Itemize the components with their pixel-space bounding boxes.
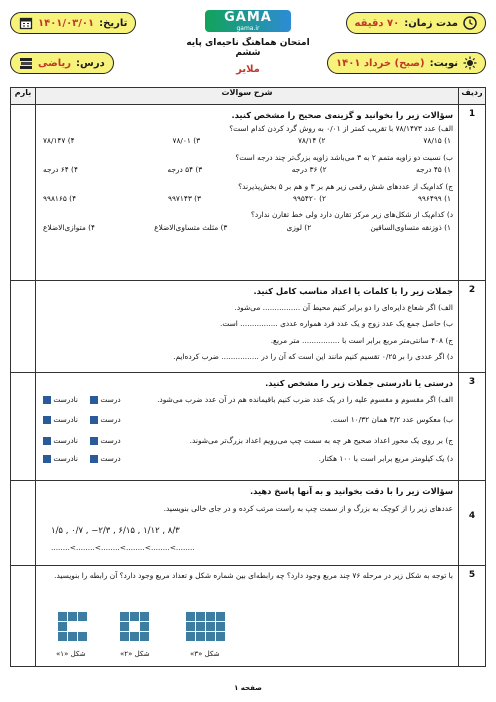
question-number: 5 [459, 566, 486, 667]
q2-line: الف) اگر شعاع دایره‌ای را دو برابر کنیم محیط آن ................ می‌شود. [234, 303, 453, 312]
question-number: 4 [459, 481, 486, 566]
option[interactable]: ۴) ۶۴ درجه [43, 165, 78, 175]
question-1-title: سؤالات زیر را بخوانید و گزینه‌ی صحیح را مشخص کنید. [231, 110, 453, 120]
checkbox-icon [90, 437, 98, 445]
sun-icon [463, 56, 477, 70]
q4-text: عددهای زیر را از کوچک به بزرگ و از سمت چپ به راست مرتب کرده و در جای خالی بنویسید. [163, 504, 453, 513]
figure-3 [186, 612, 225, 641]
option[interactable]: ۳) مثلث متساوی‌الاضلاع [154, 222, 228, 232]
option[interactable]: ۳) ۷۸/۰۱ [172, 136, 201, 146]
option[interactable]: ۴) متوازی‌الاضلاع [43, 222, 96, 232]
option[interactable]: ۲) ۳۶ درجه [291, 165, 327, 175]
city-name: ملایر [236, 64, 260, 75]
header-center [180, 10, 316, 75]
tf-item [41, 453, 453, 465]
question-2-title: جملات زیر را با کلمات یا اعداد مناسب کامل کنید. [253, 286, 453, 296]
q2-line: ج) ۴۰۸ سانتی‌متر مربع برابر است با ................ متر مربع. [270, 335, 453, 345]
exam-title: امتحان هماهنگ ناحیه‌ای پایه ششم [186, 38, 310, 58]
true-choice[interactable]: درست [88, 394, 121, 406]
header-description: شرح سوالات [36, 88, 459, 105]
score-cell[interactable] [11, 281, 36, 373]
false-choice[interactable]: نادرست [41, 414, 78, 426]
option[interactable]: ۳) ۵۴ درجه [167, 165, 203, 175]
checkbox-icon [90, 396, 98, 404]
true-choice[interactable]: درست [88, 435, 121, 447]
table-header-row [11, 88, 486, 105]
option[interactable]: ۱) ذوزنقه متساوی‌الساقین [370, 222, 451, 232]
false-choice[interactable]: نادرست [41, 453, 78, 465]
option[interactable]: ۳) ۹۹۷۱۴۳ [167, 194, 202, 204]
q1-d-options [41, 222, 453, 234]
option[interactable]: ۲) ۷۸/۱۴ [297, 136, 326, 146]
gama-logo: GAMA gama.ir [205, 10, 291, 32]
option[interactable]: ۴) ۷۸/۱۴۷ [43, 136, 75, 146]
question-number: 2 [459, 281, 486, 373]
turn-value: (صبح) خرداد ۱۴۰۱ [336, 57, 425, 69]
square-pattern-figures [50, 612, 250, 672]
q1-b-options [41, 164, 453, 176]
question-number: 1 [459, 105, 486, 281]
calendar-icon [19, 16, 33, 30]
checkbox-icon [43, 416, 51, 424]
books-icon [19, 56, 33, 70]
figure-caption: شکل «۳» [190, 650, 220, 658]
question-row-1 [11, 105, 486, 281]
q4-numbers: ۱/۵ , ۰/۷ , −۲/۳ , ۶/۱۵ , ۱/۱۲ , ۸/۳ [51, 526, 180, 537]
option[interactable]: ۱) ۹۹۶۴۹۹ [417, 194, 451, 204]
false-choice[interactable]: نادرست [41, 435, 78, 447]
date-box [10, 12, 136, 34]
figure-caption: شکل «۲» [120, 650, 150, 658]
q2-line: ب) حاصل جمع یک عدد زوج و یک عدد فرد همواره عددی ................ است. [219, 319, 453, 329]
option[interactable]: ۱) ۴۵ درجه [416, 165, 451, 175]
date-value: ۱۴۰۱/۰۳/۰۱ [38, 17, 95, 29]
true-choice[interactable]: درست [88, 453, 121, 465]
score-cell[interactable] [11, 481, 36, 566]
page-footer: صفحه ۱ [234, 684, 262, 692]
q1-a-text: الف) عدد ۷۸/۱۴۷۳ با تقریب کمتر از ۰/۰۱ به روش گرد کردن کدام است؟ [229, 124, 453, 133]
question-1-body [36, 105, 459, 281]
q1-a-options [41, 135, 453, 147]
question-2-body [36, 281, 459, 373]
turn-label: نوبت: [429, 57, 458, 69]
checkbox-icon [43, 437, 51, 445]
question-4-body [36, 481, 459, 566]
subject-value: ریاضی [38, 57, 72, 69]
duration-label: مدت زمان: [404, 17, 458, 29]
question-3-title: درستی یا نادرستی جملات زیر را مشخص کنید. [265, 378, 453, 388]
score-cell[interactable] [11, 373, 36, 481]
question-row-4 [11, 481, 486, 566]
tf-statement: الف) اگر مقسوم و مقسوم علیه را در یک عدد ضرب کنیم باقیمانده هم در آن عدد ضرب می‌شود. [157, 395, 453, 404]
q1-d-text: د) کدام‌یک از شکل‌های زیر مرکز تقارن دارد ولی خط تقارن ندارد؟ [250, 210, 453, 220]
turn-box [327, 52, 486, 74]
score-cell[interactable] [11, 566, 36, 667]
figure-caption: شکل «۱» [56, 650, 86, 658]
subject-label: درس: [76, 57, 105, 69]
question-row-3 [11, 373, 486, 481]
clock-icon [463, 16, 477, 30]
option[interactable]: ۴) ۹۹۸۱۶۵ [43, 194, 77, 204]
figure-1 [58, 612, 87, 641]
checkbox-icon [90, 416, 98, 424]
true-choice[interactable]: درست [88, 414, 121, 426]
duration-box [346, 12, 486, 34]
option[interactable]: ۲) لوزی [286, 222, 312, 232]
question-3-body [36, 373, 459, 481]
q1-b-text: ب) نسبت دو زاویه متمم ۲ به ۳ می‌باشد زاویه بزرگ‌تر چند درجه است؟ [235, 152, 453, 162]
header-score: بارم [11, 88, 36, 105]
checkbox-icon [90, 455, 98, 463]
q2-line: د) اگر عددی را بر ۰/۲۵ تقسیم کنیم مانند این است که آن را در ................ ضرب کرده‌ایم. [173, 352, 453, 362]
tf-statement: د) یک کیلومتر مربع برابر است با ۱۰۰ هکتار. [318, 454, 453, 464]
duration-value: ۷۰ دقیقه [354, 17, 400, 29]
tf-statement: ج) بر روی یک محور اعداد صحیح هر چه به سمت چپ می‌رویم اعداد بزرگ‌تر می‌شوند. [189, 435, 453, 445]
option[interactable]: ۲) ۹۹۵۴۲۰ [292, 194, 327, 204]
figure-2 [120, 612, 149, 641]
questions-table [10, 87, 486, 667]
false-choice[interactable]: نادرست [41, 394, 78, 406]
question-4-title: سؤالات زیر را با دقت بخوانید و به آنها پاسخ دهید. [250, 486, 453, 496]
checkbox-icon [43, 396, 51, 404]
q5-text: با توجه به شکل زیر در مرحله ۷۶ چند مربع وجود دارد؟ چه رابطه‌ای بین شماره شکل و تعداد مربع وجود دارد؟ آن رابطه را بنویسید. [54, 571, 453, 580]
date-label: تاریخ: [99, 17, 128, 29]
option[interactable]: ۱) ۷۸/۱۵ [423, 136, 451, 146]
tf-item [41, 435, 453, 447]
checkbox-icon [43, 455, 51, 463]
header-row-number: ردیف [459, 88, 486, 105]
subject-box [10, 52, 114, 74]
score-cell[interactable] [11, 105, 36, 281]
question-row-2 [11, 281, 486, 373]
tf-item [41, 394, 453, 406]
q1-c-text: ج) کدام‌یک از عددهای شش رقمی زیر هم بر ۳ و هم بر ۵ بخش‌پذیرند؟ [238, 181, 453, 191]
q1-c-options [41, 193, 453, 205]
q4-blanks[interactable]: ........<........<........<........<........<........ [51, 542, 195, 552]
question-number: 3 [459, 373, 486, 481]
tf-statement: ب) معکوس عدد ۳/۲ همان ۱۰/۳۲ است. [330, 415, 453, 425]
tf-item [41, 414, 453, 426]
